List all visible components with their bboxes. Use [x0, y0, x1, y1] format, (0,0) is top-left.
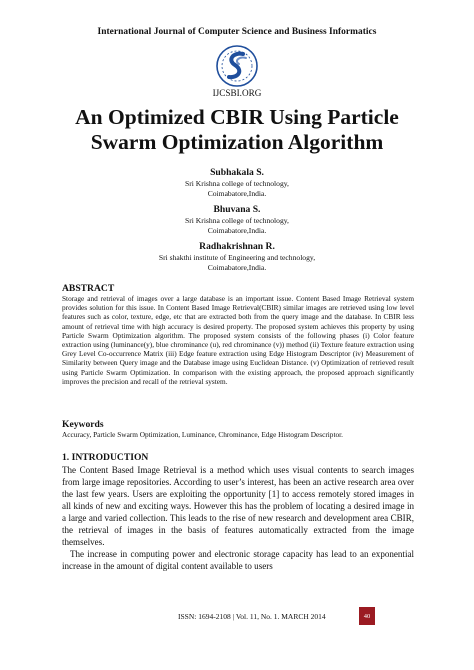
abstract-text: Storage and retrieval of images over a large database is an important issue. Content Based Image Retrieval system provides solution for this issue. In Content Based Image Retrieval(CBIR) similar images are retrieved using low level features such as color, texture, edge, etc that are extracted both from the query image and the database. In CBIR less amount of retrieval time with high accuracy is desired property. The proposed system achieves this property by using Particle Swarm Optimization algorithm. The proposed system consists of the following phases (i) Color feature extraction using (luminance(y), blue chrominance (u), red chrominance (v)) method (ii) Texture feature extraction using Grey Level Co-occurrence Matrix (iii) Edge feature extraction using Edge Histogram Descriptor (iv) Measurement of Similarity between Query image and the Database image using Euclidean Distance. (v) Optimization of retrieved result using Particle Swarm Optimization. In comparison with the existing approach, the proposed approach significantly improves the precision and recall of the retrieval system. [62, 294, 414, 386]
author-location: Coimabatore,India. [207, 225, 267, 235]
abstract-heading: ABSTRACT [62, 283, 115, 294]
author-affiliation: Sri Krishna college of technology, [185, 216, 289, 225]
author-location: Coimabatore,India. [207, 262, 267, 272]
journal-site: IJCSBI.ORG [212, 88, 262, 98]
author-block-1 [0, 167, 474, 198]
introduction-heading: 1. INTRODUCTION [62, 452, 149, 463]
author-affiliation: Sri Krishna college of technology, [185, 179, 289, 188]
journal-header: International Journal of Computer Science and Business Informatics [97, 27, 377, 37]
keywords-text: Accuracy, Particle Swarm Optimization, Luminance, Chrominance, Edge Histogram Descriptor. [62, 430, 343, 439]
author-name: Bhuvana S. [213, 204, 261, 215]
author-name: Subhakala S. [210, 167, 264, 178]
author-block-2 [0, 204, 474, 235]
author-block-3 [0, 241, 474, 272]
author-location: Coimabatore,India. [207, 188, 267, 198]
introduction-paragraph-2: The increase in computing power and electronic storage capacity has lead to an exponential increase in the amount of digital content available to users [62, 549, 414, 572]
journal-logo-icon [215, 44, 259, 88]
author-affiliation: Sri shakthi institute of Engineering and technology, [158, 253, 316, 262]
author-name: Radhakrishnan R. [199, 241, 275, 252]
keywords-heading: Keywords [62, 419, 104, 430]
paper-title: An Optimized CBIR Using Particle Swarm Optimization Algorithm [75, 105, 399, 154]
introduction-body [62, 464, 414, 572]
page-number-badge: 40 [359, 607, 375, 625]
footer-issn: ISSN: 1694-2108 | Vol. 11, No. 1. MARCH 2014 [178, 612, 326, 621]
introduction-paragraph-1: The Content Based Image Retrieval is a method which uses visual contents to search images from large image repositories. According to user’s interest, has been an active research area over the last few years. Users are exploiting the opportunity [1] to access remotely stored images in all kinds of new and exciting ways. However this has the problem of locating a desired image in a large and varied collection. This leads to the rise of new research and development area CBIR, the retrieval of images in the basis of features automatically extracted from the image themselves. [62, 465, 414, 548]
